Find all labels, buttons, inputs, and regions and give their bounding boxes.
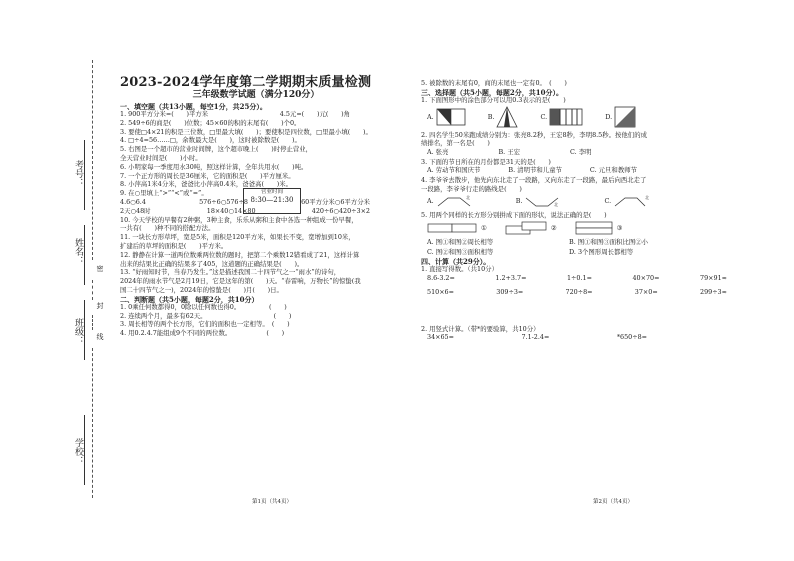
tf-1: 1. 0乘任何数都得0，0除以任何数也得0。 ( ) [120,302,287,311]
seal-xian: 线 [96,333,104,340]
calc-item: 8.6-3.2= [427,273,455,282]
calc-item: 37×0= [634,288,658,297]
section-choice: 三、选择题（共5小题，每题2分，共10分）。 [421,87,563,97]
shaded-triangle-figure-b [496,106,518,128]
svg-text:北: 北 [645,195,650,201]
vertical-calc-item: 34×65= [427,333,454,342]
mc-4-line2: 一段路，李爷爷行走的路线是( ) [421,184,522,193]
q9-row2-b: 18×40○14×80 [206,206,256,215]
calc-item: 1÷0.1= [566,273,592,282]
calc-1-title: 1. 直接写得数。（共10分） [421,265,498,273]
route-figure-a [436,194,476,208]
shaded-rect-figure-a [436,108,466,126]
mc-3-option-c: C. 元旦和教师节 [589,166,637,175]
q9: 9. 在○里填上“>”“<”或“=”。 [120,189,208,198]
mc-5: 5. 用两个同样的长方形分别拼成下面的形状，说法正确的是( ) [421,211,607,220]
mc-1-option-c-label: C. [540,112,548,121]
q10-line2: 一共有( )种不同的搭配方法。 [120,224,215,233]
calc-item: 299÷3≈ [700,288,727,297]
page-1-footer: 第1页（共4页） [252,499,292,505]
business-hours-title: 营业时间 [260,189,283,195]
svg-text:北: 北 [554,202,559,208]
mc-4-options [427,194,781,208]
business-hours-sign [243,188,301,214]
svg-text:北: 北 [465,195,470,201]
mc-4-option-a-label: A. [427,197,434,206]
mc-5-option-a: A. 图①和图②周长相等 [427,238,494,247]
mc-5-figure-1 [427,223,487,233]
mc-1-option-d-label: D. [605,112,613,121]
q6: 6. 小明家每一季度用水30吨，照这样计算，全年共用水( )吨。 [120,162,308,171]
q7: 7. 一个正方形的周长是36厘米，它的面积是( )平方厘米。 [120,171,295,180]
mc-1-option-b [488,106,519,128]
mc-5-figure-3-label: ③ [616,224,623,233]
seal-line-mid1 [92,280,93,300]
exam-title: 2023-2024学年度第二学期期末质量检测 [120,75,372,90]
q3: 3. 要使□4×21的积是三位数，□里最大填( )；要使积是四位数，□里最小填( )。 [120,127,372,136]
mc-2-option-c: C. 李明 [570,148,592,157]
mc-3-options [427,167,781,173]
q11-line2: 扩建后的草坪的面积是( )平方米。 [120,241,228,250]
mc-3-option-b: B. 清明节和儿童节 [508,166,562,175]
school-label: 学校： [73,438,83,465]
seal-line-mid2 [92,315,93,330]
mc-1-option-c [540,108,583,126]
calc-item: 510×6= [427,288,454,297]
q13-line1: 13. “好雨知时节，当春乃发生。”这是描述我国二十四节气之一“雨水”的诗句， [120,268,341,277]
q11-line1: 11. 一块长方形草坪，宽是5米，面积是120平方米，如果长不变，宽增加到10米， [120,233,355,242]
mc-5-options-row1 [427,239,781,245]
mc-2-option-a: A. 张亮 [427,148,449,157]
vertical-calc-item: *650÷8= [616,333,647,342]
mc-1-option-b-label: B. [487,112,495,121]
tf-3: 3. 周长相等的两个长方形，它们的面积也一定相等。 ( ) [120,320,290,329]
q9-row2-a: 2天○48时 [120,206,151,215]
page-2-content [421,80,781,349]
mc-4-option-b [516,194,565,208]
mc-2-options [427,149,781,155]
seal-line-top [92,60,93,260]
exam-subtitle: 三年级数学试题（满分120分） [192,90,320,100]
section-calculation: 四、计算（共29分）。 [421,257,491,266]
route-figure-c [613,194,653,208]
mc-2-line2: 绩排名，第一名是( ) [421,139,490,148]
mc-5-options-row2 [427,249,781,255]
class-label: 班级： [73,318,83,345]
mc-2-option-b: B. 王宏 [498,148,521,157]
page-2-footer: 第2页（共4页） [593,499,633,505]
business-hours-time: 8:30—21:30 [250,196,294,205]
mc-5-figure-3 [575,221,623,235]
q8: 8. 小萍高1米4分米，爸爸比小萍高0.4米，爸爸高( )米。 [120,180,293,189]
mc-4-option-b-label: B. [515,197,523,206]
mc-5-figures [427,221,781,235]
calc-2-title: 2. 用竖式计算。（带*的要验算，共10分） [421,324,540,333]
calc-item: 720÷8= [565,288,593,297]
rect-figure-1 [427,223,479,233]
q12-line1: 12. 静静在计算一道两位数乘两位数的题时，把第二个乘数12错看成了21，这样计算 [120,250,360,259]
q13-line2: 2024年的雨水节气是2月19日，它是这年的第( )天。“春雷响，万物长”的惊蛰(我 [120,277,361,286]
mc-1-option-a [427,108,466,126]
q1 [120,111,350,117]
vertical-calc-item: 7.1-2.4= [521,333,550,342]
shaded-strip-figure-c [549,108,583,126]
q2: 2. 549÷6的商是( )位数；45×60的积的末尾有( )个0。 [120,118,301,127]
q1-b: 4.5元=( )元( )角 [279,110,350,118]
calc-2-row [427,334,647,340]
rect-figure-3 [575,221,615,235]
mc-5-option-b: B. 图①和图③面积比图②小 [569,238,649,247]
exam-number-line [84,140,85,210]
seal-mi: 密 [96,265,104,272]
route-figure-b [524,194,564,208]
exam-number-label: 考号： [73,160,83,187]
section-fill-blank: 一、填空题（共13小题，每空1分，共25分）。 [120,102,267,111]
tf-4: 4. 用0.2.4.7能组成9个不同的两位数。 ( ) [120,329,285,338]
calc-item: 309÷3= [496,288,524,297]
mc-3-option-a: A. 劳动节和国庆节 [427,166,481,175]
calc-1-row1 [427,275,727,281]
calc-1-row2 [427,289,727,295]
binding-gutter [0,0,115,561]
page-2 [397,0,794,561]
section-true-false: 二、判断题（共5小题，每题2分，共10分） [120,294,259,304]
mc-5-option-d: D. 3个图形周长都相等 [569,247,634,256]
mc-5-figure-1-label: ① [481,224,487,233]
class-line [84,300,85,360]
mc-5-figure-2-label: ② [550,224,557,233]
name-label: 姓名： [73,238,83,265]
mc-4-option-c-label: C. [604,197,612,206]
q12-line2: 出来的结果比正确的结果多了405，这道题的正确结果是( )。 [120,259,304,268]
mc-1-option-d [605,106,636,128]
q9-row1-c: 60平方分米○6平方分米 [301,197,370,206]
mc-4-option-c [604,194,653,208]
calc-item: 40×70= [632,273,660,282]
mc-1: 1. 下面图形中的涂色部分可以用0.3表示的是( ) [421,95,566,104]
q10-line1: 10. 今天学校的早餐有2种粥，3种主食，乐乐从粥和主食中各选一种组成一份早餐， [120,215,358,224]
mc-3: 3. 下面的节日所在的月份都是31天的是( ) [421,157,551,166]
calc-item: 79×91≈ [700,273,727,282]
calc-item: 1.2+3.7= [495,273,527,282]
mc-2-line1: 2. 四名学生50米跑成绩分别为：张亮8.2秒，王宏8秒，李明8.5秒。按他们的成 [421,130,647,139]
name-line [84,225,85,285]
mc-1-option-a-label: A. [427,112,434,121]
q9-row1-a: 4.6○6.4 [120,197,146,206]
tf-5: 5. 被除数的末尾有0，商的末尾也一定有0。 ( ) [421,79,567,87]
q1-a: 1. 900平方分米=( )平方米 [120,110,209,118]
q5-line1: 5. 右图是一个超市的营业时间牌，这个超市晚上( )时停止营业， [120,145,313,154]
school-line [84,415,85,485]
rect-figure-2 [505,221,549,235]
q9-row1-b: 576÷6○576÷8 [199,197,248,206]
mc-5-figure-2 [505,221,557,235]
shaded-square-figure-d [614,106,636,128]
mc-4-line1: 4. 李爷爷去散步，他先向东北走了一段路，又向东走了一段路，最后向西北走了 [421,175,647,184]
q9-row2-c: 420÷6○420÷3×2 [311,206,370,215]
mc-4-option-a [427,194,476,208]
tf-2: 2. 连续两个月，最多有62天。 ( ) [120,311,292,320]
q5-line2: 全天营业时间是( )小时。 [120,153,202,162]
q4: 4. □÷4=56……□，余数最大是( )，这时被除数是( )。 [120,136,301,145]
q13-line3: 国二十四节气之一)，2024年的惊蛰是( )月( )日。 [120,285,283,294]
seal-feng: 封 [96,302,104,309]
seal-line-bottom [92,348,93,498]
mc-5-option-c: C. 图②和图③面积相等 [427,247,494,256]
mc-1-options [427,106,781,128]
